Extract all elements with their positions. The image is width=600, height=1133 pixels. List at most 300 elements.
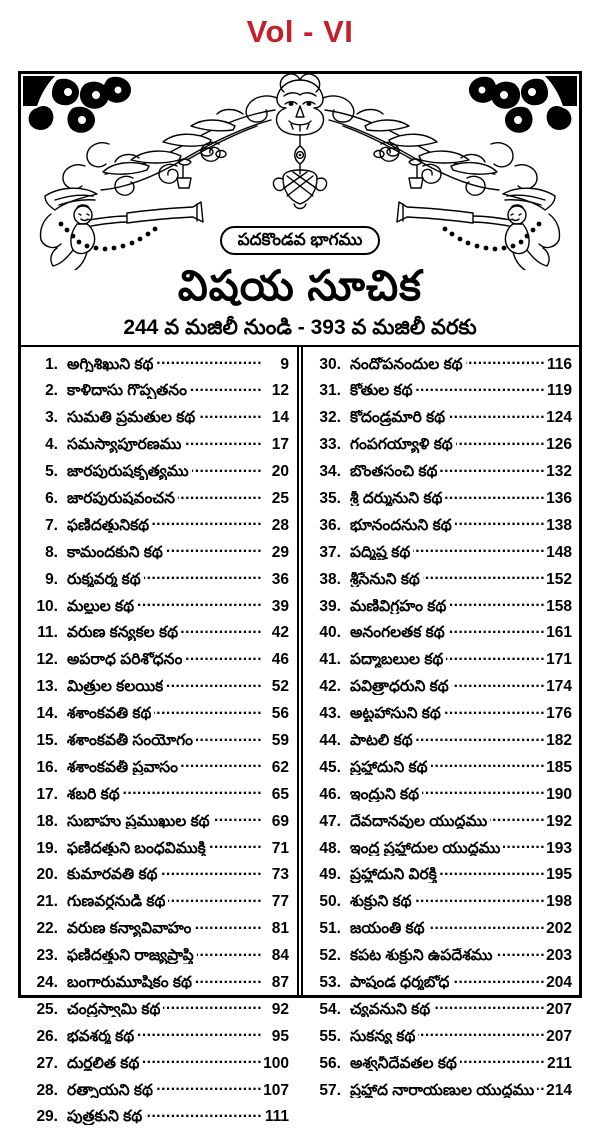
- toc-entry-page-number: 126: [546, 436, 572, 454]
- toc-entry-page-number: 39: [271, 597, 290, 615]
- toc-dot-leader: [168, 891, 262, 907]
- toc-entry[interactable]: [30, 1079, 289, 1106]
- toc-entry-page-number: 152: [546, 570, 572, 588]
- toc-entry-page-number: 185: [546, 758, 572, 776]
- toc-entry[interactable]: [313, 380, 572, 407]
- toc-entry-title: పద్మాబలుల కథ: [349, 652, 444, 668]
- toc-entry-page-number: 56: [271, 705, 290, 723]
- toc-entry-number: 14.: [36, 705, 58, 723]
- toc-entry-title: ఫణిదత్తుని రాజ్యప్రాప్తి: [67, 948, 194, 964]
- toc-entry-title: జారపురుషవంచన: [67, 490, 176, 507]
- toc-entry-number: 43.: [319, 705, 341, 723]
- toc-dot-leader: [466, 353, 545, 369]
- toc-dot-leader: [213, 810, 262, 826]
- toc-entry[interactable]: [313, 487, 572, 514]
- toc-entry-number: 20.: [36, 866, 58, 884]
- decorative-page-frame: [18, 71, 582, 1126]
- toc-dot-leader: [448, 407, 545, 423]
- toc-entry[interactable]: [30, 864, 289, 891]
- toc-entry-number: 46.: [319, 785, 341, 803]
- toc-entry-page-number: 36: [271, 570, 290, 588]
- toc-entry-page-number: 161: [546, 624, 572, 642]
- toc-entry[interactable]: [313, 1025, 572, 1052]
- toc-entry-number: 21.: [36, 893, 58, 911]
- toc-entry-number: 6.: [45, 489, 58, 507]
- toc-dot-leader: [449, 595, 545, 611]
- toc-entry[interactable]: [313, 998, 572, 1025]
- toc-entry-title: రత్నాయని కథ: [67, 1082, 153, 1099]
- toc-entry-title: అశ్వనీదేవతల కథ: [349, 1055, 457, 1072]
- toc-entry-number: 29.: [36, 1108, 58, 1126]
- toc-entry-page-number: 158: [546, 597, 572, 615]
- toc-entry[interactable]: [30, 595, 289, 622]
- toc-dot-leader: [163, 998, 262, 1014]
- toc-entry-number: 1.: [45, 355, 58, 373]
- toc-entry-page-number: 193: [546, 839, 572, 857]
- toc-entry-title: కపట శుక్రుని ఉపదేశము: [349, 948, 493, 964]
- toc-entry-title: శశాంకవతి కథ: [67, 706, 152, 722]
- page-title: విషయ సూచిక: [177, 262, 423, 310]
- toc-entry-page-number: 42: [271, 624, 290, 642]
- toc-entry[interactable]: [30, 998, 289, 1025]
- toc-entry-page-number: 119: [546, 382, 572, 400]
- toc-entry-page-number: 9: [280, 355, 290, 373]
- toc-entry[interactable]: [313, 622, 572, 649]
- volume-label: Vol - VI: [246, 14, 354, 49]
- toc-entry-number: 55.: [319, 1027, 341, 1045]
- toc-left-column: [21, 347, 296, 1133]
- toc-entry-page-number: 100: [263, 1054, 290, 1072]
- toc-entry-title: భూనందనుని కథ: [349, 517, 452, 534]
- toc-dot-leader: [190, 380, 262, 396]
- toc-entry[interactable]: [30, 461, 289, 488]
- toc-entry-number: 16.: [36, 758, 58, 776]
- toc-entry[interactable]: [313, 971, 572, 998]
- toc-dot-leader: [446, 649, 545, 665]
- toc-entry[interactable]: [30, 945, 289, 972]
- toc-entry[interactable]: [30, 487, 289, 514]
- toc-entry-page-number: 136: [546, 489, 572, 507]
- toc-dot-leader: [422, 783, 545, 799]
- toc-entry[interactable]: [313, 783, 572, 810]
- toc-dot-leader: [456, 434, 545, 450]
- toc-entry-title: ప్రహ్లాదుని విరక్తి: [349, 867, 437, 883]
- toc-dot-leader: [418, 1025, 545, 1041]
- part-number-badge: పదకొండవ భాగము: [220, 226, 381, 255]
- toc-dot-leader: [431, 756, 545, 772]
- toc-dot-leader: [413, 541, 545, 557]
- toc-dot-leader: [194, 918, 262, 934]
- toc-entry-number: 34.: [319, 463, 341, 481]
- toc-entry-title: పాషండ ధర్మబోధ: [349, 974, 450, 991]
- toc-entry-page-number: 211: [546, 1054, 572, 1072]
- toc-entry[interactable]: [30, 353, 289, 380]
- toc-dot-leader: [440, 461, 545, 477]
- toc-entry-number: 5.: [45, 463, 58, 481]
- toc-entry-page-number: 202: [546, 920, 572, 938]
- column-divider: [297, 347, 303, 995]
- toc-entry[interactable]: [313, 353, 572, 380]
- table-of-contents: [21, 347, 579, 1126]
- toc-entry-title: కుమారవతి కథ: [67, 867, 158, 883]
- toc-entry-number: 3.: [45, 409, 58, 427]
- toc-entry[interactable]: [313, 514, 572, 541]
- toc-entry-number: 37.: [319, 543, 341, 561]
- toc-entry-page-number: 204: [546, 973, 572, 991]
- toc-entry-number: 39.: [319, 597, 341, 615]
- toc-entry[interactable]: [313, 568, 572, 595]
- toc-entry[interactable]: [30, 676, 289, 703]
- toc-entry-title: శబరి కథ: [67, 786, 120, 803]
- toc-entry-page-number: 14: [271, 409, 290, 427]
- toc-entry[interactable]: [30, 1052, 289, 1079]
- toc-entry[interactable]: [313, 1079, 572, 1106]
- toc-entry-title: కాళిదాసు గొప్పతనం: [67, 383, 188, 399]
- toc-dot-leader: [145, 1106, 262, 1122]
- toc-entry-title: రుక్మవర్మ కథ: [67, 571, 141, 588]
- toc-entry[interactable]: [30, 918, 289, 945]
- toc-entry-title: అనంగలతక కథ: [349, 625, 445, 641]
- toc-dot-leader: [428, 918, 545, 934]
- toc-entry-number: 54.: [319, 1000, 341, 1018]
- toc-entry-title: చ్యవనుని కథ: [349, 1001, 431, 1018]
- toc-entry-title: శుక్రుని కథ: [349, 894, 412, 910]
- toc-dot-leader: [123, 783, 262, 799]
- toc-entry-number: 15.: [36, 731, 58, 749]
- toc-entry-title: దుర్లలిత కథ: [67, 1055, 140, 1072]
- scrollwork-left: [63, 110, 275, 196]
- toc-entry-page-number: 207: [546, 1000, 572, 1018]
- toc-dot-leader: [181, 622, 262, 638]
- toc-entry-page-number: 182: [546, 731, 572, 749]
- toc-entry[interactable]: [30, 568, 289, 595]
- toc-entry-number: 56.: [319, 1054, 341, 1072]
- toc-entry[interactable]: [30, 434, 289, 461]
- toc-entry-page-number: 116: [546, 355, 572, 373]
- toc-entry-page-number: 84: [271, 947, 290, 965]
- toc-entry-number: 17.: [36, 785, 58, 803]
- toc-entry[interactable]: [30, 649, 289, 676]
- toc-entry[interactable]: [30, 380, 289, 407]
- toc-entry[interactable]: [313, 756, 572, 783]
- toc-entry-title: శశాంకవతీ సంయోగం: [67, 732, 193, 749]
- toc-entry[interactable]: [313, 676, 572, 703]
- toc-entry[interactable]: [30, 971, 289, 998]
- toc-dot-leader: [178, 487, 262, 503]
- toc-entry-number: 7.: [45, 516, 58, 534]
- toc-dot-leader: [156, 353, 262, 369]
- toc-entry[interactable]: [30, 729, 289, 756]
- toc-entry-page-number: 71: [271, 839, 290, 857]
- toc-entry[interactable]: [313, 434, 572, 461]
- toc-dot-leader: [184, 434, 262, 450]
- toc-entry-page-number: 207: [546, 1027, 572, 1045]
- toc-entry-number: 44.: [319, 731, 341, 749]
- toc-entry-title: సుమతి ప్రమతుల కథ: [67, 410, 196, 426]
- toc-entry-page-number: 132: [546, 463, 572, 481]
- toc-entry-title: శ్రీసేనుని కథ: [349, 571, 420, 588]
- toc-entry-number: 47.: [319, 812, 341, 830]
- toc-entry-number: 18.: [36, 812, 58, 830]
- toc-entry-number: 35.: [319, 489, 341, 507]
- toc-entry[interactable]: [313, 541, 572, 568]
- toc-entry[interactable]: [313, 595, 572, 622]
- toc-dot-leader: [503, 837, 545, 853]
- toc-entry[interactable]: [313, 837, 572, 864]
- toc-entry-number: 25.: [36, 1000, 58, 1018]
- toc-entry-number: 2.: [45, 382, 58, 400]
- toc-dot-leader: [433, 998, 545, 1014]
- toc-entry[interactable]: [313, 649, 572, 676]
- toc-entry[interactable]: [313, 407, 572, 434]
- toc-entry-title: జారపురుషకృత్యము: [67, 464, 189, 480]
- toc-entry-title: కోదండ్రమారి కథ: [349, 410, 446, 426]
- toc-entry-title: గంపగయ్యాళి కథ: [349, 437, 453, 453]
- toc-entry-title: ఇంద్రుని కథ: [349, 786, 420, 803]
- toc-entry[interactable]: [313, 864, 572, 891]
- toc-entry-page-number: 190: [546, 785, 572, 803]
- toc-entry-page-number: 174: [546, 678, 572, 696]
- toc-dot-leader: [196, 729, 262, 745]
- toc-entry-page-number: 20: [271, 463, 290, 481]
- toc-entry-title: అపరాధ పరిశోధనం: [67, 652, 183, 668]
- toc-entry-title: గుణవర్ధనుడి కథ: [67, 894, 166, 910]
- toc-dot-leader: [185, 649, 262, 665]
- toc-entry-page-number: 77: [271, 893, 290, 911]
- toc-dot-leader: [416, 729, 545, 745]
- toc-dot-leader: [144, 568, 262, 584]
- toc-entry[interactable]: [313, 945, 572, 972]
- toc-entry-page-number: 29: [271, 543, 290, 561]
- toc-entry-title: భవశర్మ కథ: [67, 1028, 135, 1045]
- toc-dot-leader: [490, 810, 545, 826]
- toc-entry-title: వరుణ కన్యకల కథ: [67, 625, 179, 641]
- toc-entry-number: 38.: [319, 570, 341, 588]
- toc-entry-page-number: 198: [546, 893, 572, 911]
- toc-dot-leader: [161, 864, 263, 880]
- toc-entry-title: శశాంకవతీ ప్రవాసం: [67, 759, 178, 776]
- toc-entry-number: 26.: [36, 1027, 58, 1045]
- toc-entry-number: 23.: [36, 947, 58, 965]
- toc-entry-page-number: 138: [546, 516, 572, 534]
- toc-entry-number: 48.: [319, 839, 341, 857]
- toc-entry-title: ప్రహ్లాదుని కథ: [349, 759, 428, 776]
- toc-entry[interactable]: [313, 703, 572, 730]
- toc-dot-leader: [195, 971, 262, 987]
- toc-entry[interactable]: [30, 1025, 289, 1052]
- toc-entry-title: అగ్నిశిఖుని కథ: [67, 356, 154, 372]
- toc-entry-number: 8.: [45, 543, 58, 561]
- toc-entry-page-number: 92: [271, 1000, 290, 1018]
- toc-dot-leader: [156, 1079, 262, 1095]
- toc-entry-number: 13.: [36, 678, 58, 696]
- toc-entry-title: సుబాహు ప్రముఖుల కథ: [67, 813, 210, 830]
- toc-entry-title: శ్రీ దర్మునుని కథ: [349, 490, 443, 507]
- toc-entry[interactable]: [30, 1106, 289, 1133]
- toc-entry-page-number: 176: [546, 705, 572, 723]
- toc-dot-leader: [445, 487, 545, 503]
- pendant-lattice-basket: [273, 135, 326, 209]
- toc-entry-title: పాటలి కథ: [349, 732, 413, 749]
- toc-entry-number: 33.: [319, 436, 341, 454]
- toc-dot-leader: [444, 703, 545, 719]
- toc-entry[interactable]: [313, 918, 572, 945]
- toc-entry-title: ఫణిదత్తుని బంధవిముక్తి: [67, 840, 206, 857]
- toc-entry-page-number: 87: [271, 973, 290, 991]
- toc-entry-title: బొంతసంచి కథ: [349, 464, 438, 480]
- toc-entry-number: 57.: [319, 1081, 341, 1099]
- toc-entry-title: సుకన్య కథ: [349, 1028, 416, 1045]
- toc-entry-page-number: 111: [264, 1108, 290, 1126]
- toc-entry-page-number: 81: [271, 920, 290, 938]
- toc-dot-leader: [166, 676, 262, 692]
- toc-entry[interactable]: [30, 891, 289, 918]
- toc-entry[interactable]: [30, 783, 289, 810]
- toc-entry-page-number: 28: [271, 516, 290, 534]
- toc-dot-leader: [452, 676, 545, 692]
- toc-entry-title: ఫణిదత్తునికథ: [67, 517, 150, 534]
- toc-entry-page-number: 17: [271, 436, 290, 454]
- toc-entry-page-number: 171: [546, 651, 572, 669]
- toc-entry-number: 36.: [319, 516, 341, 534]
- toc-dot-leader: [416, 380, 545, 396]
- toc-entry-number: 50.: [319, 893, 341, 911]
- toc-entry-title: జయంతి కథ: [349, 921, 425, 937]
- toc-entry-page-number: 95: [271, 1027, 290, 1045]
- toc-entry-page-number: 52: [271, 678, 290, 696]
- toc-entry-title: దేవదానవుల యుద్ధము: [349, 813, 488, 830]
- toc-dot-leader: [197, 945, 262, 961]
- toc-entry-title: సమస్యాపూరణము: [67, 437, 182, 453]
- toc-dot-leader: [166, 541, 262, 557]
- toc-entry[interactable]: [313, 1052, 572, 1079]
- toc-entry-number: 45.: [319, 758, 341, 776]
- kirtimukha-mask-motif: [246, 74, 354, 135]
- toc-entry-page-number: 192: [546, 812, 572, 830]
- toc-dot-leader: [440, 864, 545, 880]
- toc-entry-number: 52.: [319, 947, 341, 965]
- toc-entry[interactable]: [30, 810, 289, 837]
- toc-entry-page-number: 65: [271, 785, 290, 803]
- toc-entry-number: 11.: [37, 624, 58, 642]
- toc-entry-number: 30.: [319, 355, 341, 373]
- toc-entry[interactable]: [30, 407, 289, 434]
- toc-entry-number: 49.: [319, 866, 341, 884]
- toc-entry-number: 4.: [45, 436, 58, 454]
- toc-dot-leader: [142, 1052, 262, 1068]
- toc-entry-page-number: 12: [271, 382, 290, 400]
- toc-dot-leader: [137, 1025, 262, 1041]
- toc-dot-leader: [455, 514, 545, 530]
- toc-entry-title: ప్రహ్లాద నారాయణుల యుద్ధము: [349, 1082, 535, 1099]
- toc-entry[interactable]: [30, 837, 289, 864]
- toc-dot-leader: [181, 756, 262, 772]
- toc-entry-number: 24.: [36, 973, 58, 991]
- toc-entry[interactable]: [313, 891, 572, 918]
- toc-entry-page-number: 107: [263, 1081, 290, 1099]
- toc-dot-leader: [496, 945, 545, 961]
- toc-entry-title: కామందకుని కథ: [67, 544, 163, 561]
- toc-entry-page-number: 214: [546, 1081, 572, 1099]
- toc-entry-number: 42.: [319, 678, 341, 696]
- toc-entry-page-number: 59: [271, 731, 290, 749]
- toc-entry[interactable]: [30, 514, 289, 541]
- toc-entry-number: 31.: [319, 382, 341, 400]
- toc-entry[interactable]: [313, 461, 572, 488]
- toc-dot-leader: [154, 703, 262, 719]
- corner-floral-left: [21, 74, 131, 134]
- toc-entry-title: చంద్రస్వామి కథ: [67, 1001, 161, 1018]
- toc-entry-page-number: 124: [546, 409, 572, 427]
- scrollwork-right: [325, 110, 537, 196]
- toc-entry-title: ఇంద్ర ప్రహ్లాదుల యుద్ధము: [349, 840, 501, 857]
- toc-dot-leader: [537, 1079, 545, 1095]
- toc-entry-number: 9.: [45, 570, 58, 588]
- toc-entry-page-number: 195: [546, 866, 572, 884]
- toc-entry[interactable]: [30, 541, 289, 568]
- toc-entry-number: 10.: [36, 597, 58, 615]
- toc-entry-title: మణివిగ్రహం కథ: [349, 598, 447, 615]
- toc-dot-leader: [452, 971, 545, 987]
- toc-entry-title: వరుణ కన్యావివాహం: [67, 921, 192, 937]
- toc-entry-number: 27.: [36, 1054, 58, 1072]
- toc-entry-page-number: 148: [546, 543, 572, 561]
- title-block: [21, 226, 579, 340]
- toc-entry-number: 12.: [36, 651, 58, 669]
- toc-entry-page-number: 69: [271, 812, 290, 830]
- toc-dot-leader: [198, 407, 262, 423]
- toc-entry[interactable]: [30, 703, 289, 730]
- toc-entry-title: పవిత్రాధరుని కథ: [349, 679, 449, 695]
- toc-dot-leader: [460, 1052, 545, 1068]
- toc-entry-page-number: 46: [271, 651, 290, 669]
- toc-entry-number: 19.: [36, 839, 58, 857]
- toc-entry-number: 41.: [319, 651, 341, 669]
- toc-entry-page-number: 62: [271, 758, 290, 776]
- toc-entry-page-number: 203: [546, 947, 572, 965]
- toc-entry-page-number: 25: [271, 489, 290, 507]
- toc-entry-title: నందోపనందుల కథ: [349, 356, 463, 372]
- toc-dot-leader: [137, 595, 262, 611]
- toc-dot-leader: [415, 891, 545, 907]
- toc-entry-number: 51.: [319, 920, 341, 938]
- toc-entry-number: 40.: [319, 624, 341, 642]
- toc-entry[interactable]: [313, 810, 572, 837]
- toc-entry[interactable]: [313, 729, 572, 756]
- toc-entry-page-number: 73: [271, 866, 290, 884]
- toc-right-column: [304, 347, 579, 1106]
- toc-entry-title: మల్లుల కథ: [67, 598, 135, 615]
- toc-entry-number: 22.: [36, 920, 58, 938]
- toc-entry-title: బంగారుమూషికం కథ: [67, 974, 192, 991]
- toc-entry-number: 32.: [319, 409, 341, 427]
- toc-dot-leader: [448, 622, 545, 638]
- toc-entry-title: కోతుల కథ: [349, 383, 413, 399]
- toc-entry-number: 53.: [319, 973, 341, 991]
- toc-entry-title: మిత్రుల కలయిక: [67, 679, 164, 695]
- toc-dot-leader: [209, 837, 262, 853]
- majili-range-subtitle: 244 వ మజిలీ నుండి - 393 వ మజిలీ వరకు: [123, 315, 477, 339]
- toc-entry[interactable]: [30, 622, 289, 649]
- toc-entry-title: అట్టహాసుని కథ: [349, 706, 441, 722]
- toc-dot-leader: [423, 568, 545, 584]
- toc-entry[interactable]: [30, 756, 289, 783]
- toc-entry-number: 28.: [36, 1081, 58, 1099]
- corner-floral-right: [469, 76, 577, 133]
- toc-dot-leader: [192, 461, 262, 477]
- toc-entry-title: పద్మిష్ట కథ: [349, 544, 411, 561]
- toc-dot-leader: [152, 514, 262, 530]
